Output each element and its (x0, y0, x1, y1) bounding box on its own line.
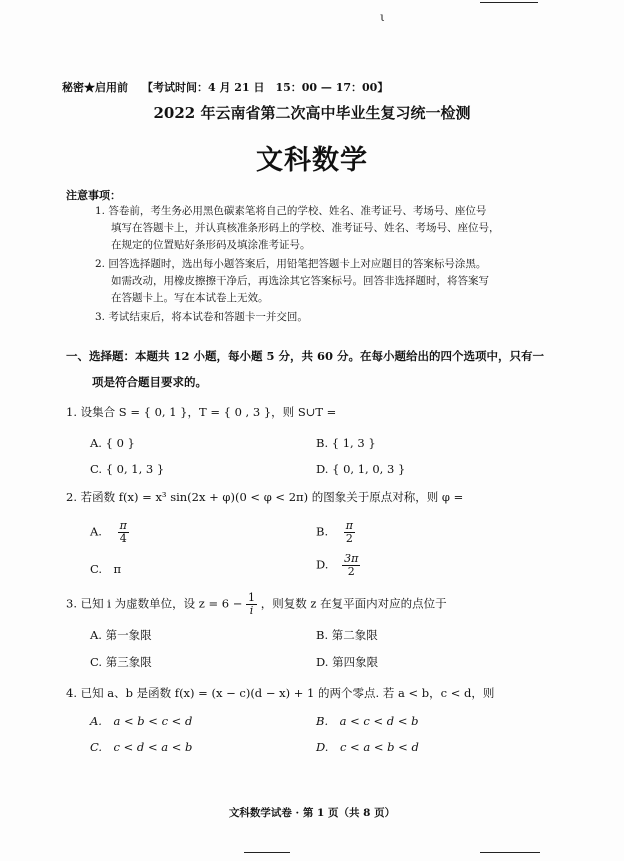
note-line: 在规定的位置贴好条形码及填涂准考证号。 (111, 239, 311, 251)
q1-option-d: D. { 0, 1, 0, 3 } (316, 462, 406, 476)
q3-stem (66, 592, 447, 617)
note-line: 填写在答题卡上，并认真核准条形码上的学校、准考证号、姓名、考场号、座位号， (111, 222, 500, 234)
q2-b-label: B. (316, 524, 329, 539)
q2-option-d (316, 553, 360, 578)
q4-option-b: B. a < c < d < b (316, 714, 419, 728)
note-line: 1. 答卷前，考生务必用黑色碳素笔将自己的学校、姓名、准考证号、考场号、座位号 (95, 205, 487, 217)
section-heading-cont: 项是符合题目要求的。 (92, 375, 207, 389)
q3-frac-den: i (249, 604, 254, 617)
q2-d-num: 3π (344, 552, 359, 565)
q3-option-b: B. 第二象限 (316, 628, 378, 642)
q2-a-fraction (118, 520, 129, 545)
page-footer: 文科数学试卷 · 第 1 页（共 8 页） (228, 807, 396, 819)
q2-a-num: π (119, 519, 127, 532)
q2-d-fraction (342, 553, 360, 578)
q2-a-den: 4 (119, 532, 127, 545)
scan-mark-bottom-1 (244, 852, 290, 853)
exam-title: 2022 年云南省第二次高中毕业生复习统一检测 (153, 104, 471, 122)
subject-title: 文科数学 (256, 145, 368, 176)
q3-option-c: C. 第三象限 (90, 655, 152, 669)
q2-option-a (90, 520, 129, 545)
q3-frac-num: 1 (248, 591, 256, 604)
q2-stem: 2. 若函数 f(x) = x³ sin(2x + φ)(0 < φ < 2π) 的图象关于原点对称，则 φ = (66, 490, 464, 504)
q2-b-fraction (344, 520, 355, 545)
q4-option-c: C. c < d < a < b (90, 740, 193, 754)
note-line: 如需改动，用橡皮擦擦干净后，再选涂其它答案标号。回答非选择题时，将答案写 (111, 275, 489, 287)
q3-fraction (246, 592, 257, 617)
note-line: 3. 考试结束后，将本试卷和答题卡一并交回。 (95, 311, 308, 323)
note-line: 在答题卡上。写在本试卷上无效。 (111, 292, 269, 304)
q3-stem-post: ，则复数 z 在复平面内对应的点位于 (260, 596, 447, 611)
q2-d-den: 2 (347, 565, 355, 578)
note-line: 2. 回答选择题时，选出每小题答案后，用铅笔把答题卡上对应题目的答案标号涂黑。 (95, 258, 487, 270)
q2-a-label: A. (90, 524, 102, 539)
q1-stem: 1. 设集合 S = { 0, 1 }，T = { 0 , 3 }，则 S∪T = (66, 405, 337, 419)
q4-stem: 4. 已知 a、b 是函数 f(x) = (x − c)(d − x) + 1 的两个零点. 若 a < b，c < d，则 (66, 686, 495, 700)
q2-b-num: π (345, 519, 353, 532)
section-heading: 一、选择题：本题共 12 小题，每小题 5 分，共 60 分。在每小题给出的四个选项中，只有一 (66, 349, 545, 363)
q2-option-b (316, 520, 355, 545)
q2-option-c: C. π (90, 562, 122, 576)
q1-option-b: B. { 1, 3 } (316, 436, 376, 450)
q3-stem-pre: 3. 已知 i 为虚数单位，设 z = 6 − (66, 596, 243, 611)
q3-option-a: A. 第一象限 (90, 628, 152, 642)
scan-mark-bottom-2 (480, 852, 540, 853)
q3-option-d: D. 第四象限 (316, 655, 379, 669)
top-mark: ι (380, 10, 385, 24)
q1-option-a: A. { 0 } (90, 436, 135, 450)
notes-heading: 注意事项： (66, 189, 121, 202)
scan-mark-top-right (480, 2, 538, 3)
q4-option-a: A. a < b < c < d (90, 714, 193, 728)
exam-time: 【考试时间：4 月 21 日 15：00 — 17：00】 (142, 81, 389, 94)
q4-option-d: D. c < a < b < d (316, 740, 419, 754)
q1-option-c: C. { 0, 1, 3 } (90, 462, 165, 476)
q2-b-den: 2 (345, 532, 353, 545)
exam-header (62, 79, 388, 95)
secret-label: 秘密★启用前 (62, 81, 128, 94)
q2-d-label: D. (316, 557, 329, 572)
